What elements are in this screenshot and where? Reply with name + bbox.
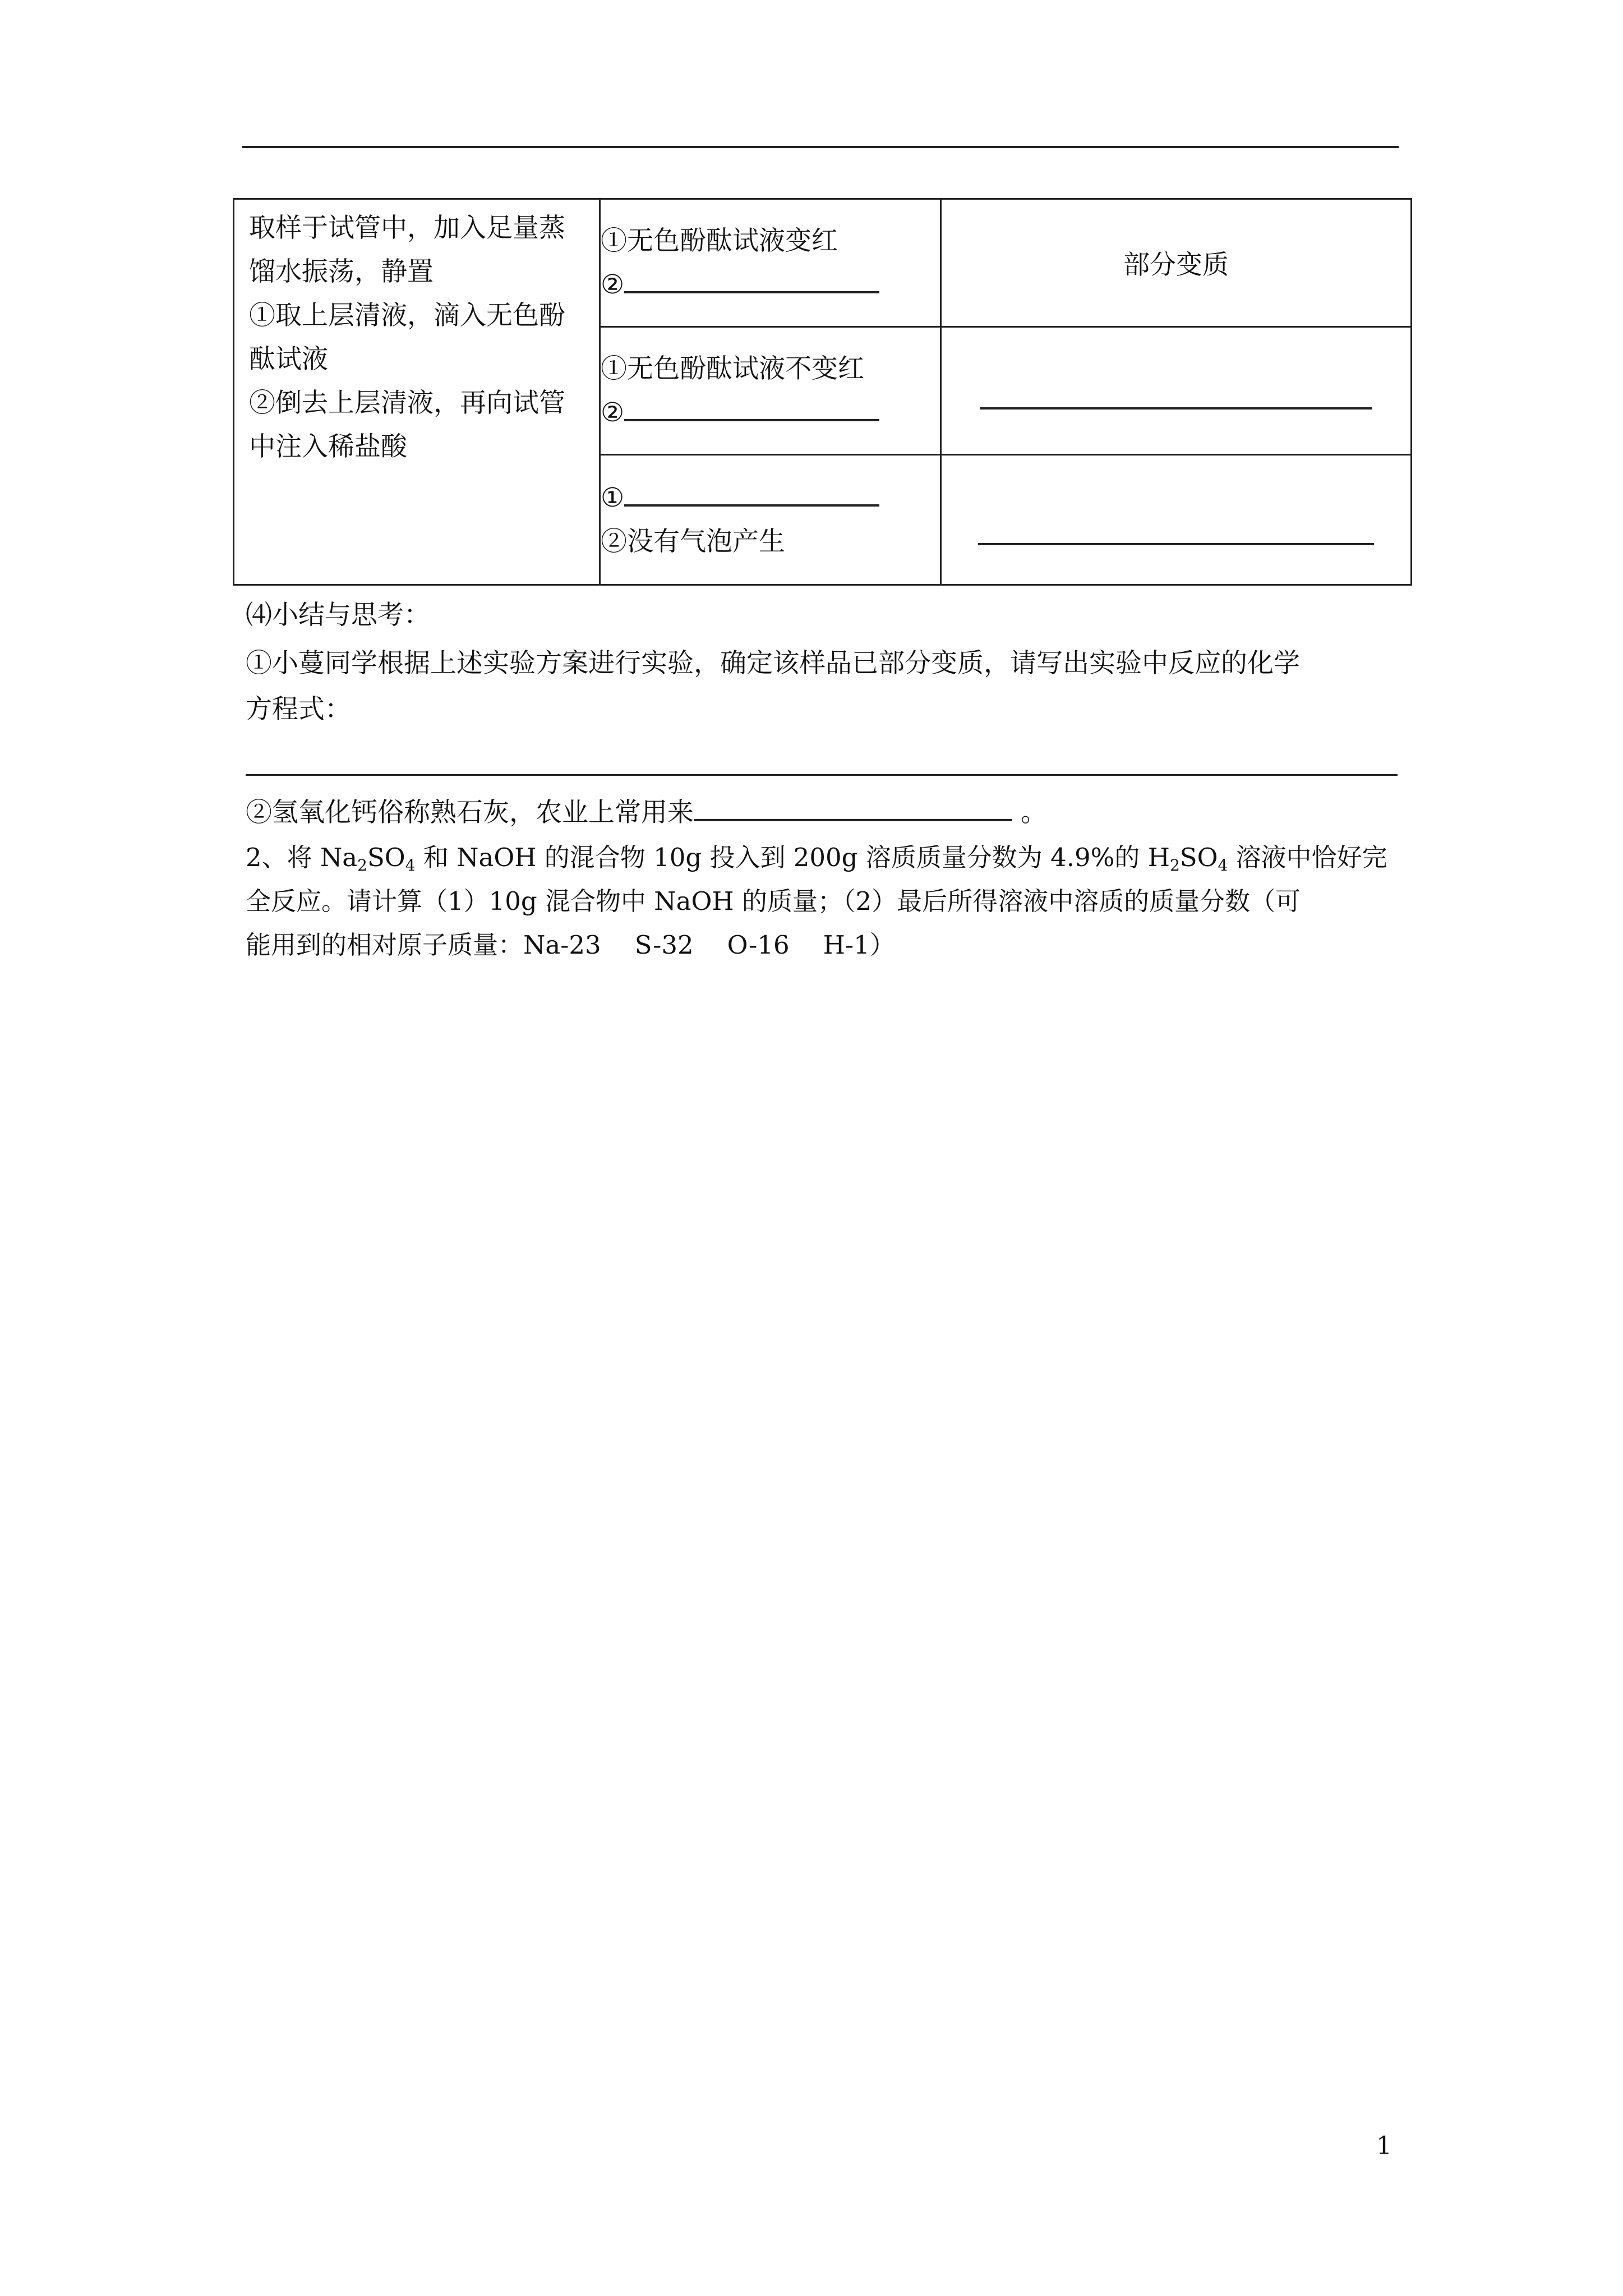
observation-blank: [624, 504, 879, 507]
procedure-line: ①取上层清液，滴入无色酚: [249, 300, 565, 331]
experiment-table: [233, 198, 1412, 586]
observation-cell-1: [600, 199, 941, 327]
conclusion-text: 部分变质: [1123, 250, 1229, 280]
answer-line: [246, 774, 1398, 776]
header-rule: [242, 146, 1399, 148]
procedure-cell: [234, 199, 600, 585]
atomic-mass: Na-23: [523, 930, 601, 960]
problem-2-text: SO: [367, 843, 405, 872]
question-2-prefix: ②氢氧化钙俗称熟石灰，农业上常用来: [246, 797, 694, 828]
problem-2-line-3: [246, 923, 1401, 967]
observation-cell-2: [600, 327, 941, 455]
subscript: 2: [1169, 856, 1180, 875]
problem-2-text: 能用到的相对原子质量：: [246, 930, 524, 960]
question-2: [246, 791, 1401, 835]
observation-cell-3: [600, 455, 941, 585]
page-number: 1: [1376, 2132, 1392, 2160]
procedure-line: 取样于试管中，加入足量蒸: [249, 213, 565, 243]
atomic-mass: O-16: [727, 930, 790, 960]
observation-blank: [624, 419, 879, 421]
problem-2-text: 溶液中恰好完: [1228, 843, 1387, 872]
observation-2-label: ②: [601, 269, 625, 300]
summary-heading: ⑷小结与思考：: [246, 600, 430, 631]
observation-2: ②没有气泡产生: [601, 526, 785, 557]
problem-2-text: SO: [1179, 843, 1218, 872]
problem-2-line-2: 全反应。请计算（1）10g 混合物中 NaOH 的质量；（2）最后所得溶液中溶质的质量分数（可: [246, 886, 1301, 916]
atomic-mass: S-32: [634, 930, 694, 960]
problem-2-text: 2、将 Na: [246, 843, 358, 872]
subscript: 4: [1218, 856, 1228, 875]
problem-2-line-1: [246, 836, 1401, 880]
procedure-line: 酞试液: [249, 344, 328, 375]
observation-1-label: ①: [601, 482, 625, 513]
conclusion-cell-2: [941, 327, 1412, 455]
conclusion-cell-1: [941, 199, 1412, 327]
subscript: 2: [357, 856, 367, 875]
answer-blank: [694, 819, 1012, 821]
procedure-line: 中注入稀盐酸: [249, 431, 407, 462]
conclusion-cell-3: [941, 455, 1412, 585]
observation-1: ①无色酚酞试液不变红: [601, 353, 864, 384]
problem-2-text: 和 NaOH 的混合物 10g 投入到 200g 溶质质量分数为 4.9%的 H: [415, 843, 1170, 872]
observation-1: ①无色酚酞试液变红: [601, 225, 838, 256]
observation-blank: [624, 291, 879, 293]
procedure-line: 馏水振荡，静置: [249, 256, 434, 287]
atomic-mass: H-1）: [823, 930, 895, 960]
conclusion-blank: [978, 543, 1374, 545]
question-1-line-1: ①小蔓同学根据上述实验方案进行实验，确定该样品已部分变质，请写出实验中反应的化学: [246, 648, 1300, 679]
procedure-line: ②倒去上层清液，再向试管: [249, 388, 565, 418]
question-2-suffix: 。: [1012, 797, 1047, 828]
observation-2-label: ②: [601, 397, 625, 428]
subscript: 4: [405, 856, 416, 875]
question-1-line-2: 方程式：: [246, 694, 351, 725]
conclusion-blank: [980, 407, 1372, 409]
